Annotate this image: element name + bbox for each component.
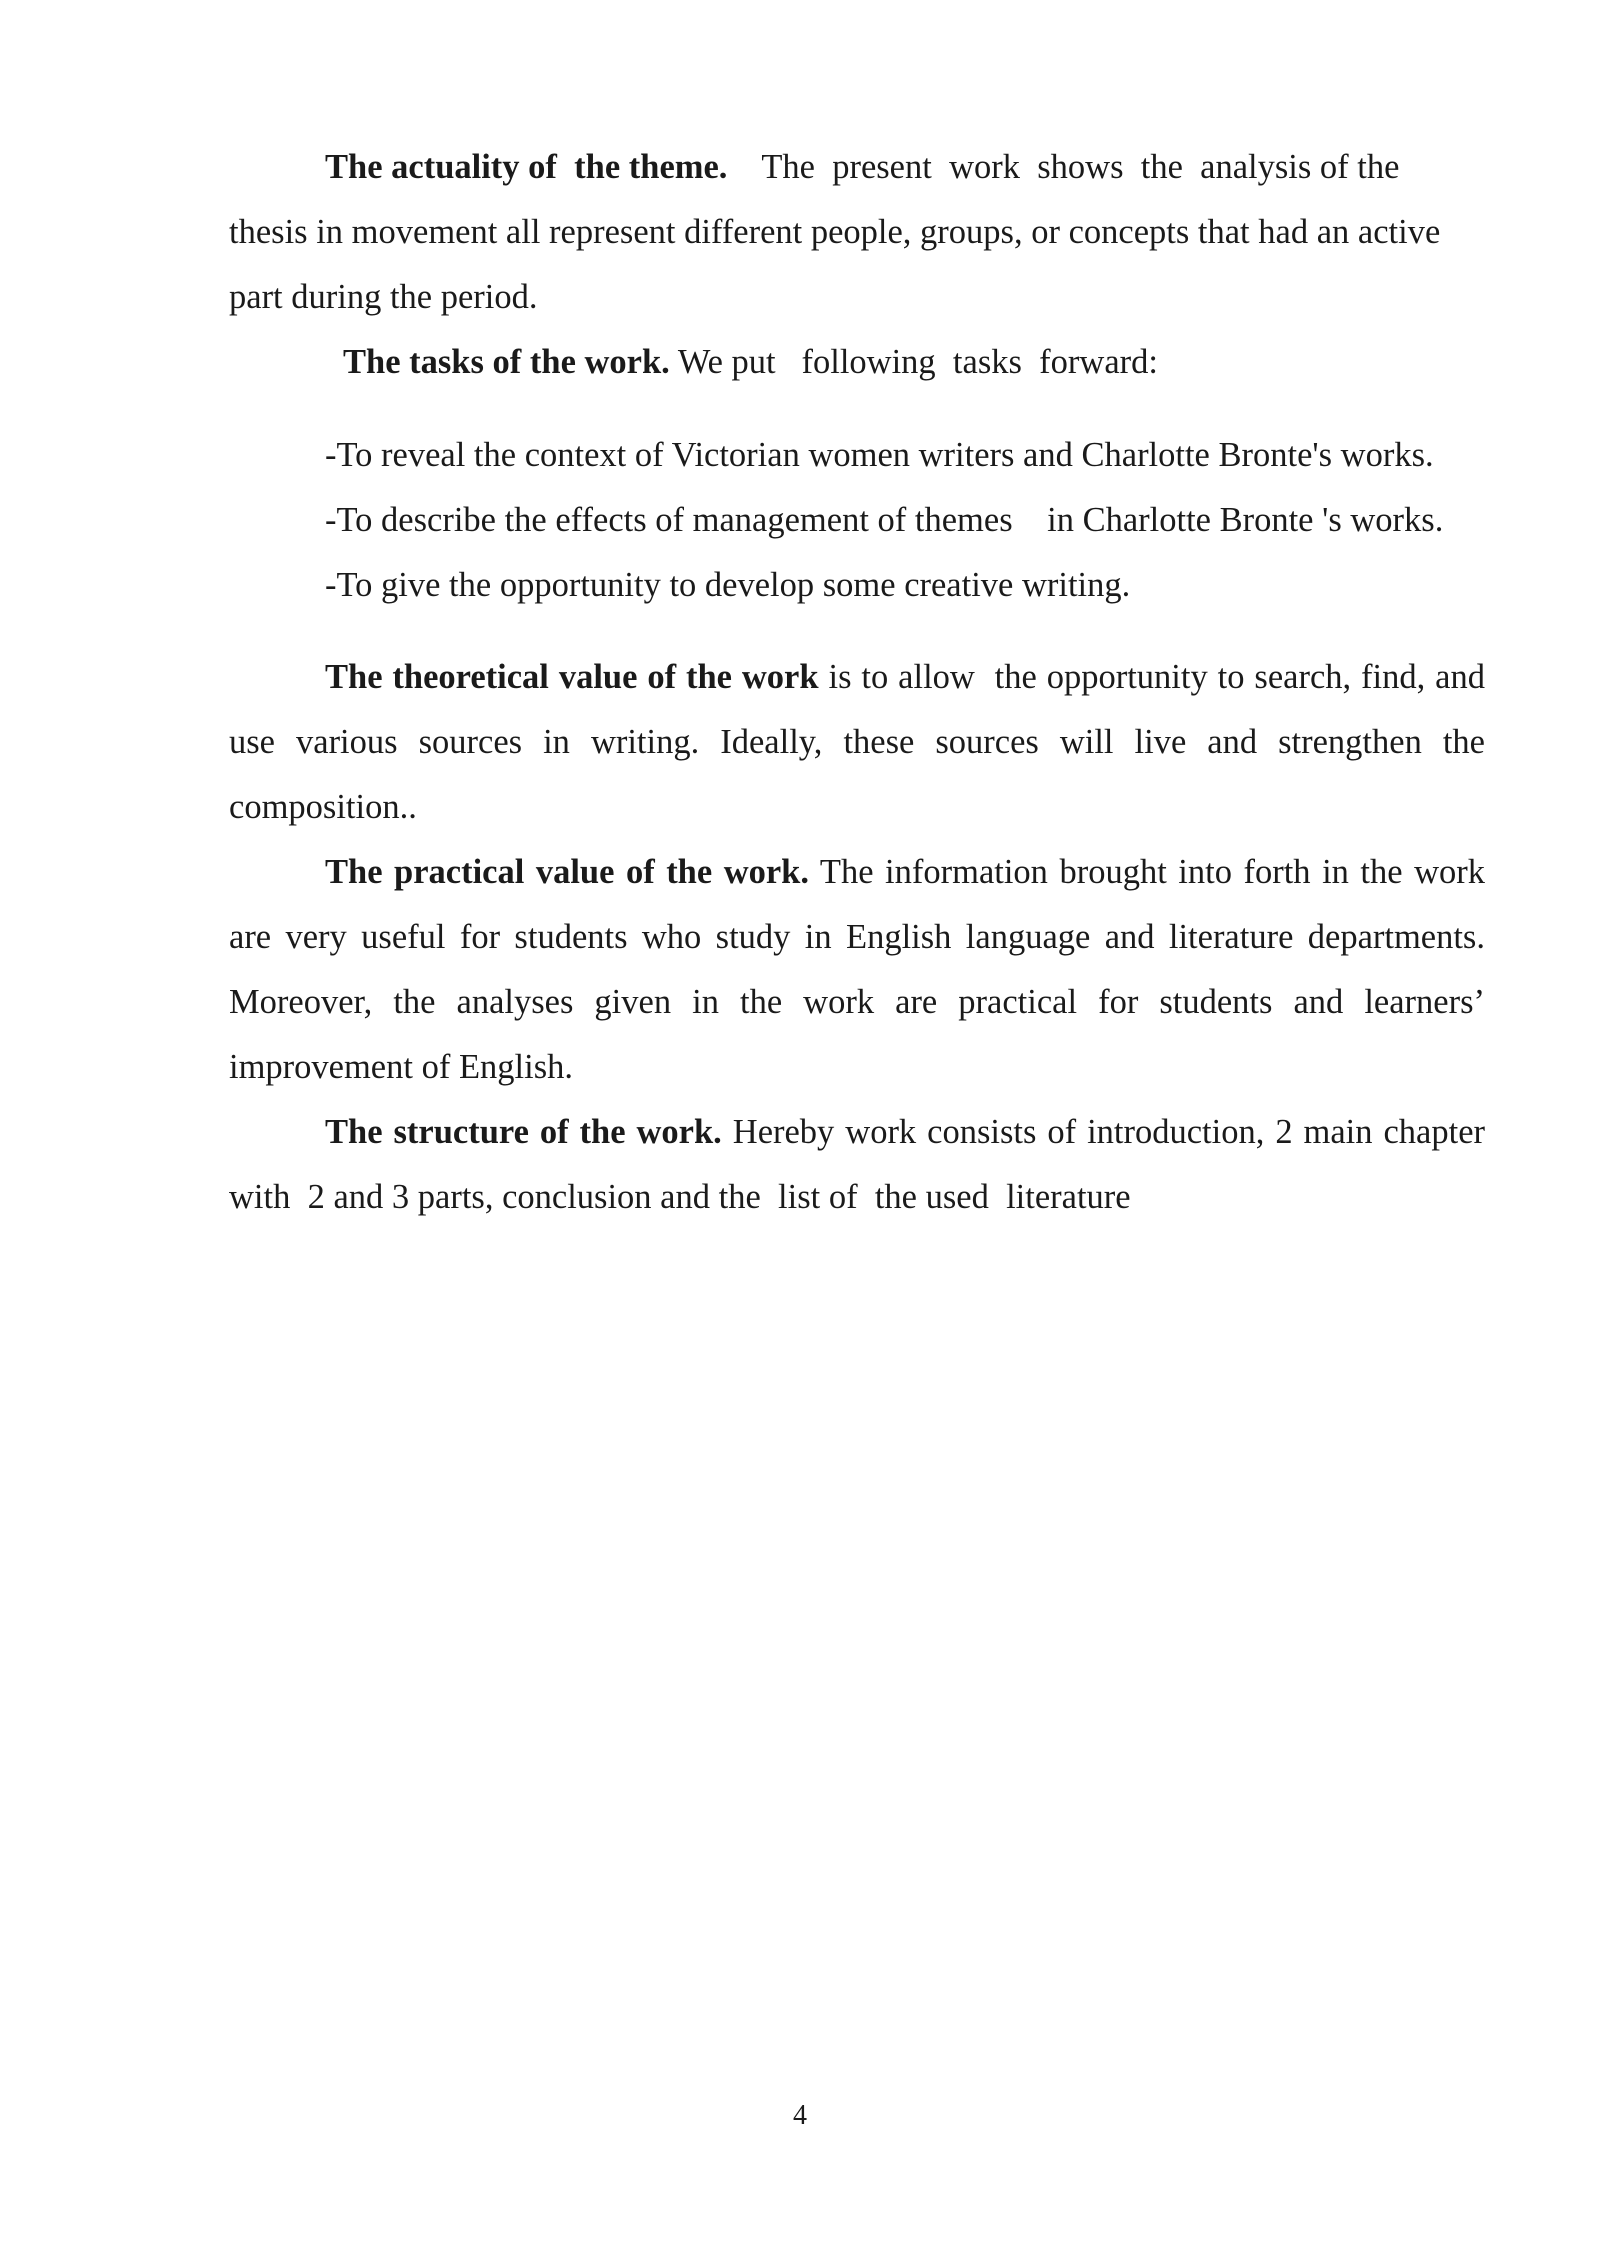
paragraph-practical [229,840,1494,1100]
paragraph-actuality [229,135,1485,330]
page-number: 4 [793,2100,807,2131]
heading-structure: The structure of the work. [325,1113,722,1151]
paragraph-tasks [229,330,1485,395]
task-item-1: -To reveal the context of Victorian women writers and Charlotte Bronte's works. [325,436,1434,474]
text-theoretical: is to allow the opportunity to search, find, and use various sources in writing. Ideally, these sources will live and strengthen the composition.. [229,658,1494,826]
text-practical: The information brought into forth in the work are very useful for students who study in English language and literature departments. Moreover, the analyses given in the work are practical for students and learners’ improvement of English. [229,853,1494,1086]
heading-practical: The practical value of the work. [325,853,809,891]
task-item-3: -To give the opportunity to develop some creative writing. [325,566,1131,604]
paragraph-theoretical [229,645,1494,840]
paragraph-structure [229,1100,1503,1230]
heading-theoretical: The theoretical value of the work [325,658,819,696]
text-actuality: The present work shows the analysis of the thesis in movement all represent different people, groups, or concepts that had an active part during the period. [229,148,1449,316]
heading-tasks: The tasks of the work. [343,343,670,381]
document-page [229,135,1503,1230]
text-tasks: We put following tasks forward: [669,343,1158,381]
task-item-2: -To describe the effects of management of themes in Charlotte Bronte 's works. [325,501,1444,539]
heading-actuality: The actuality of the theme. [325,148,728,186]
text-structure: Hereby work consists of introduction, 2 main chapter with 2 and 3 parts, conclusion and the list of the used literature [229,1113,1503,1216]
